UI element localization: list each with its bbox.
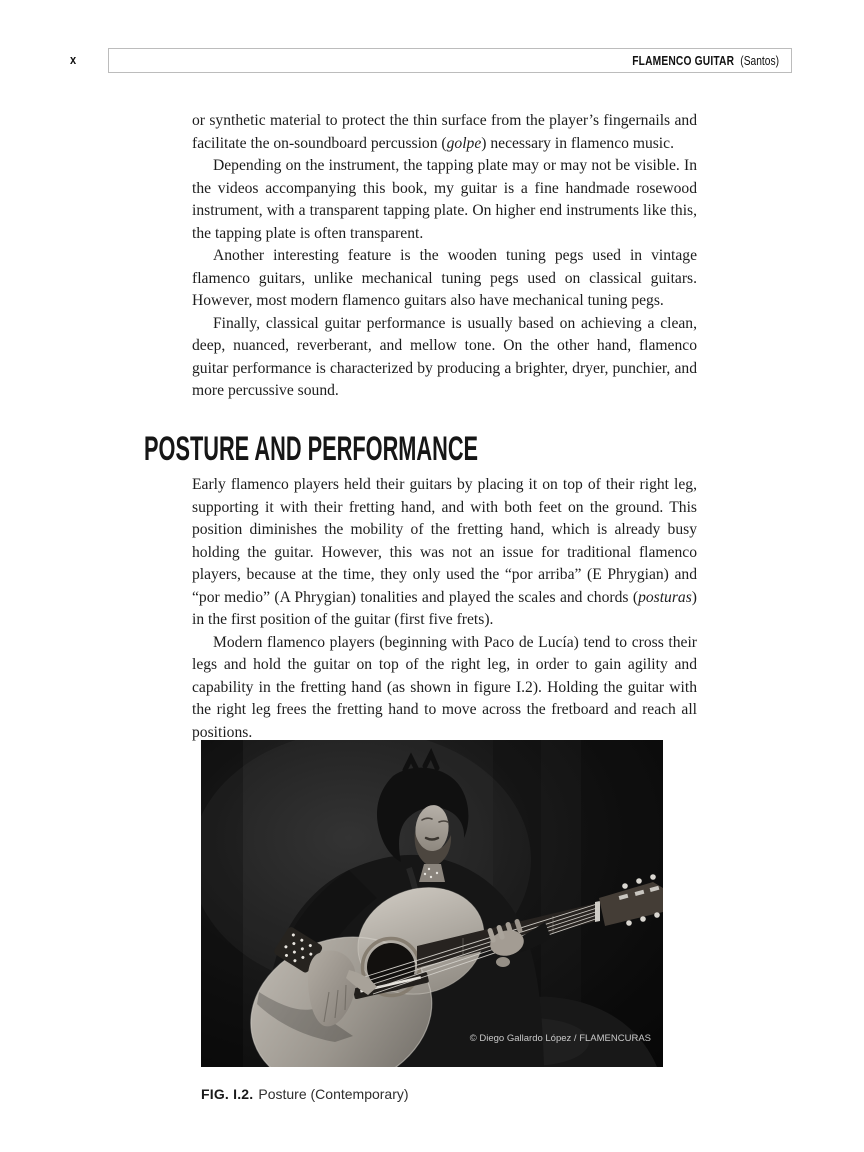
figure-photo	[201, 740, 663, 1067]
page-number: x	[70, 52, 77, 67]
paragraph: Another interesting feature is the wooden tuning pegs used in vintage flamenco guitars, unlike mechanical tuning pegs used on classical guitars. However, most modern flamenco guitars also have mechanical tuning pegs.	[192, 247, 697, 309]
section-heading: POSTURE AND PERFORMANCE	[144, 430, 479, 468]
running-header	[632, 54, 779, 68]
running-header-box	[108, 48, 792, 73]
figure-caption	[201, 1086, 409, 1102]
figure-caption-text: Posture (Contemporary)	[258, 1086, 409, 1102]
running-header-title: FLAMENCO GUITAR	[632, 53, 735, 68]
section-text-block	[192, 474, 697, 744]
paragraph: Finally, classical guitar performance is usually based on achieving a clean, deep, nuanced, reverberant, and mellow tone. On the other hand, flamenco guitar performance is characterized by producing a brighter, dryer, punchier, and more percussive sound.	[192, 314, 697, 399]
photo-credit: © Diego Gallardo López / FLAMENCURAS	[469, 1033, 651, 1044]
running-header-author: (Santos)	[740, 53, 779, 68]
guitarist-photo-illustration	[201, 740, 663, 1067]
paragraph: Depending on the instrument, the tapping plate may or may not be visible. In the videos accompanying this book, my guitar is a fine handmade rosewood instrument, with a transparent tapping plate. On higher end instruments like this, the tapping plate is often transparent.	[192, 157, 697, 242]
intro-text-block	[192, 110, 697, 403]
figure-caption-label: FIG. I.2.	[201, 1086, 254, 1102]
paragraph: Modern flamenco players (beginning with Paco de Lucía) tend to cross their legs and hold the guitar on top of the right leg, in order to gain agility and capability in the fretting hand (as shown in figure I.2). Holding the guitar with the right leg frees the fretting hand to move across the fretboard and reach all positions.	[192, 633, 697, 741]
paragraph: or synthetic material to protect the thin surface from the player’s fingernails and facilitate the on-soundboard percussion (golpe) necessary in flamenco music.	[192, 112, 697, 152]
paragraph: Early flamenco players held their guitars by placing it on top of their right leg, supporting it with their fretting hand, and with both feet on the ground. This position diminishes the mobility of the fretting hand, which is already busy holding the guitar. However, this was not an issue for traditional flamenco players, because at the time, they only used the “por arriba” (E Phrygian) and “por medio” (A Phrygian) tonalities and played the scales and chords (posturas) in the first position of the guitar (first five frets).	[192, 476, 697, 628]
